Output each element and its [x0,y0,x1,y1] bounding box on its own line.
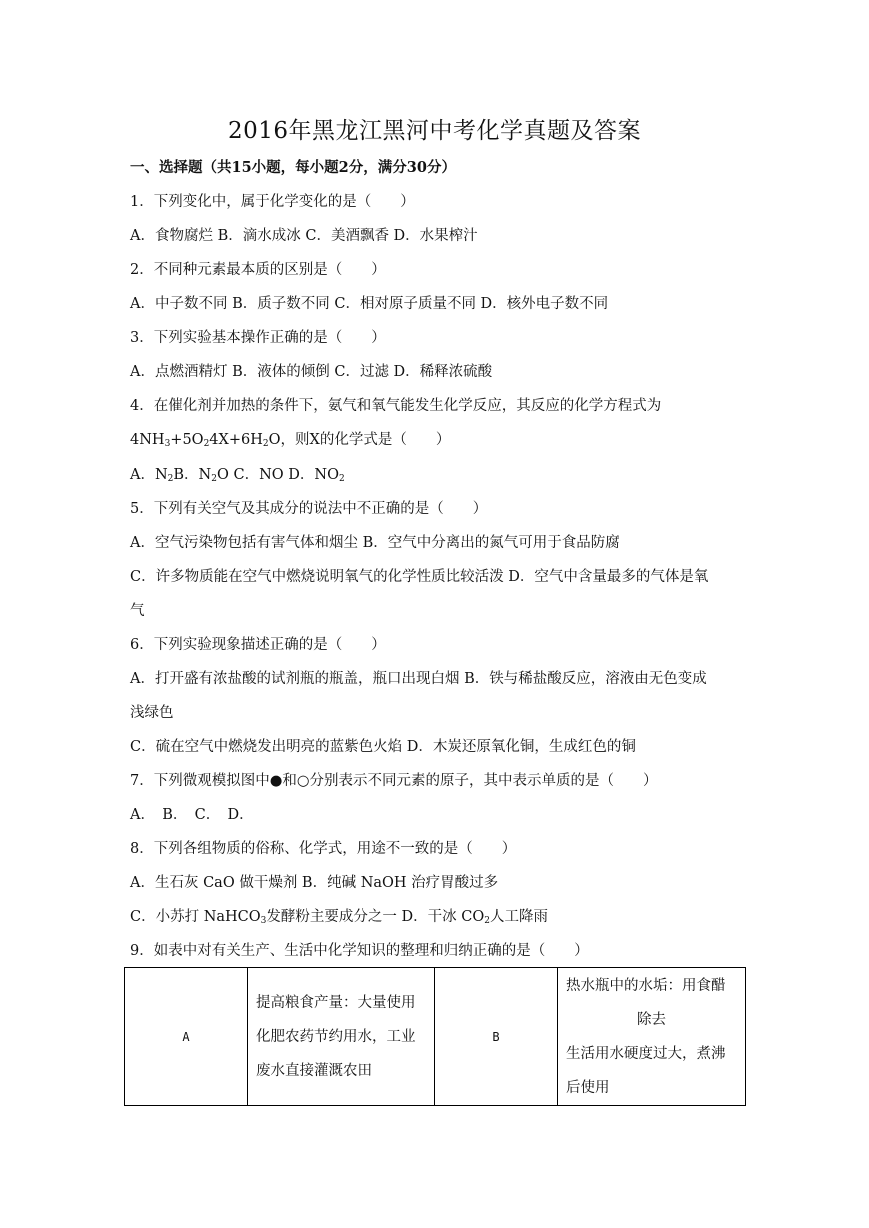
document-title: 2016年黑龙江黑河中考化学真题及答案 [227,118,642,144]
section-heading: 一、选择题（共15小题，每小题2分，满分30分） [130,159,456,176]
question-6-options-line-2: 浅绿色 [130,705,174,721]
question-4-stem: 4．在催化剂并加热的条件下，氨气和氧气能发生化学反应，其反应的化学方程式为 [130,398,662,414]
question-9-stem: 9．如表中对有关生产、生活中化学知识的整理和归纳正确的是（ ） [130,943,589,959]
question-5-stem: 5．下列有关空气及其成分的说法中不正确的是（ ） [130,501,488,517]
table-text-b-line: 后使用 [566,1079,610,1096]
table-text-b-line: 除去 [637,1011,666,1028]
table-text-a-line: 废水直接灌溉农田 [256,1062,372,1079]
question-8-stem: 8．下列各组物质的俗称、化学式，用途不一致的是（ ） [130,841,517,857]
question-9-table [124,967,746,1106]
question-8-options-line-2: C．小苏打 NaHCO$_3$发酵粉主要成分之一 D．干冰 $CO_2$人工降雨 [130,909,548,926]
question-1-stem: 1．下列变化中，属于化学变化的是（ ） [130,194,415,210]
question-8-options-line-1: A．生石灰 CaO 做干燥剂 B．纯碱 NaOH 治疗胃酸过多 [130,875,499,891]
table-text-b-line: 热水瓶中的水垢：用食醋 [566,977,726,994]
table-text-a-line: 化肥农药节约用水，工业 [256,1028,416,1045]
table-cell-label-b: B [435,968,558,1106]
table-cell-text-b [558,968,746,1106]
question-6-options-line-1: A．打开盛有浓盐酸的试剂瓶的瓶盖，瓶口出现白烟 B．铁与稀盐酸反应，溶液由无色变成 [130,671,707,687]
question-4-options: A．$N_2B$．$N_2O$ C．NO D．$NO_2$ [130,467,345,484]
question-3-options: A．点燃酒精灯 B．液体的倾倒 C．过滤 D．稀释浓硫酸 [130,364,493,380]
table-cell-label-a: A [125,968,248,1106]
question-7-stem: 7．下列微观模拟图中●和○分别表示不同元素的原子，其中表示单质的是（ ） [130,773,658,789]
question-2-options: A．中子数不同 B．质子数不同 C．相对原子质量不同 D．核外电子数不同 [130,296,609,312]
question-1-options: A．食物腐烂 B．滴水成冰 C．美酒飘香 D．水果榨汁 [130,228,478,244]
table-cell-text-a [248,968,435,1106]
question-6-stem: 6．下列实验现象描述正确的是（ ） [130,637,386,653]
question-5-options-line-3: 气 [130,603,145,619]
question-5-options-line-2: C．许多物质能在空气中燃烧说明氧气的化学性质比较活泼 D．空气中含量最多的气体是氧 [130,569,709,585]
question-3-stem: 3．下列实验基本操作正确的是（ ） [130,330,386,346]
question-6-options-line-3: C．硫在空气中燃烧发出明亮的蓝紫色火焰 D．木炭还原氧化铜，生成红色的铜 [130,739,636,755]
question-2-stem: 2．不同种元素最本质的区别是（ ） [130,262,386,278]
question-7-options: A． B． C． D． [130,807,254,823]
table-text-b-line: 生活用水硬度过大，煮沸 [566,1045,726,1062]
question-5-options-line-1: A．空气污染物包括有害气体和烟尘 B．空气中分离出的氮气可用于食品防腐 [130,535,620,551]
question-4-equation: $4NH_3+5O_24X+6H_2O$，则X的化学式是（ ） [130,432,451,449]
table-text-a-line: 提高粮食产量：大量使用 [256,994,416,1011]
